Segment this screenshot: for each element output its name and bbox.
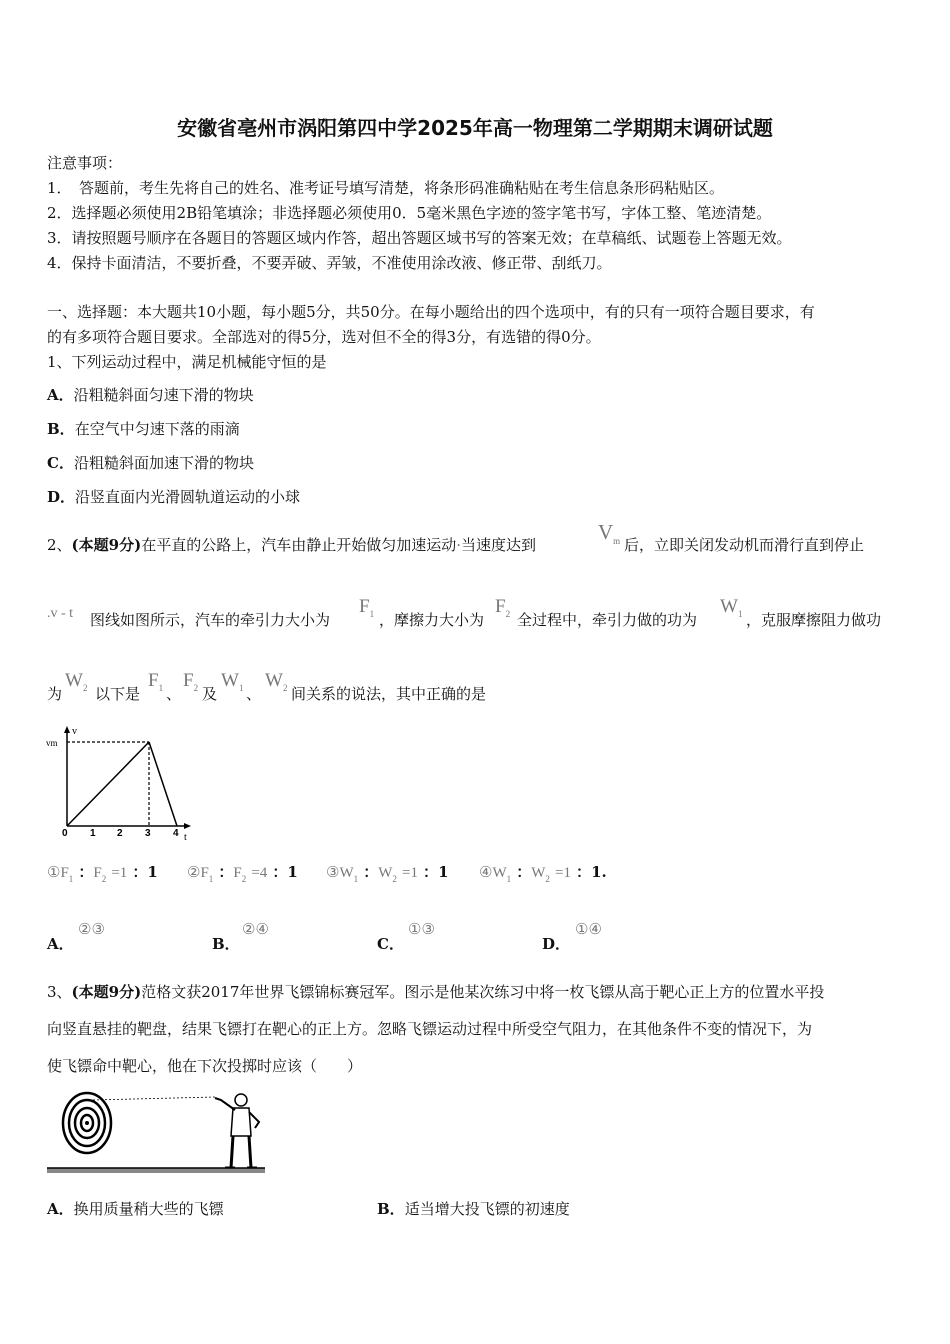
q2-sep: 、 bbox=[246, 685, 262, 703]
notice-heading: 注意事项： bbox=[47, 154, 123, 172]
q3-number: 3、 bbox=[47, 983, 72, 1001]
q2-score: (本题9分) bbox=[71, 536, 142, 554]
q2-text: 为 bbox=[47, 685, 63, 703]
thrower-arm bbox=[215, 1098, 235, 1110]
tick-label: 3 bbox=[145, 828, 151, 839]
option-text: ②③ bbox=[78, 922, 105, 938]
q2-text: 全过程中，牵引力做的功为 bbox=[517, 611, 698, 629]
vt-graph bbox=[42, 722, 202, 848]
option-letter: B． bbox=[377, 1200, 405, 1218]
dart-throw-illustration bbox=[45, 1088, 267, 1176]
option-letter: A． bbox=[47, 935, 74, 953]
y-axis-label: v bbox=[72, 726, 77, 737]
q2-text: 间关系的说法，其中正确的是 bbox=[291, 685, 487, 703]
notice-item: 1． 答题前，考生先将自己的姓名、准考证号填写清楚，将条形码准确粘贴在考生信息条形码粘贴区。 bbox=[47, 179, 725, 197]
q2-text: 当速度达到 bbox=[460, 536, 536, 554]
option-letter: B． bbox=[47, 420, 75, 438]
q2-line-1 bbox=[47, 534, 536, 555]
section-intro-line: 一、选择题：本大题共10小题，每小题5分，共50分。在每小题给出的四个选项中，有的只有一项符合题目要求，有 bbox=[47, 303, 815, 321]
w1-symbol: $W_1$ bbox=[221, 670, 244, 693]
vm-symbol: $V_m$ bbox=[598, 520, 621, 546]
f2-symbol: $F_2$ bbox=[495, 596, 511, 619]
q3-option-a bbox=[47, 1198, 224, 1219]
statement-4: $④W_1$ ：$W_2 =1$ ：1. bbox=[479, 863, 607, 884]
q1-option-b bbox=[47, 418, 240, 439]
q2-dot: · bbox=[456, 536, 461, 554]
q2-line-1-end: 后，立即关闭发动机而滑行直到停止 bbox=[624, 536, 865, 554]
q3-line-1 bbox=[47, 981, 824, 1002]
sight-line bbox=[93, 1097, 215, 1100]
x-axis-label: t bbox=[184, 832, 187, 843]
q2-text: 以下是 bbox=[95, 685, 141, 703]
option-text: 适当增大投飞镖的初速度 bbox=[404, 1200, 570, 1218]
option-letter: D． bbox=[47, 488, 76, 506]
option-text: 换用质量稍大些的飞镖 bbox=[73, 1200, 224, 1218]
option-letter: C． bbox=[47, 454, 74, 472]
option-letter: C． bbox=[377, 935, 404, 953]
notice-item: 4．保持卡面清洁，不要折叠，不要弄破、弄皱，不准使用涂改液、修正带、刮纸刀。 bbox=[47, 254, 612, 272]
section-intro-line: 的有多项符合题目要求。全部选对的得5分，选对但不全的得3分，有选错的得0分。 bbox=[47, 328, 601, 346]
q2-text: 图线如图所示，汽车的牵引力大小为 bbox=[90, 611, 331, 629]
option-letter: B． bbox=[212, 935, 240, 953]
option-text: ①④ bbox=[575, 922, 602, 938]
option-letter: A． bbox=[47, 386, 74, 404]
f1-symbol: $F_1$ bbox=[359, 596, 375, 619]
vm-label: vm bbox=[46, 738, 58, 748]
tick-label: 2 bbox=[117, 828, 123, 839]
tick-label: 1 bbox=[90, 828, 96, 839]
f2-symbol: $F_2$ bbox=[183, 670, 199, 693]
option-text: 沿竖直面内光滑圆轨道运动的小球 bbox=[75, 488, 301, 506]
thrower-legs bbox=[231, 1136, 251, 1168]
notice-item: 3．请按照题号顺序在各题目的答题区域内作答，超出答题区域书写的答案无效；在草稿纸、试题卷上答题无效。 bbox=[47, 229, 792, 247]
q2-number: 2、 bbox=[47, 536, 72, 554]
q1-option-c bbox=[47, 452, 254, 473]
statement-3: $③W_1$ ：$W_2 =1$ ：1 bbox=[326, 863, 449, 884]
f1-symbol: $F_1$ bbox=[148, 670, 164, 693]
thrower-body bbox=[231, 1108, 251, 1136]
statement-2: $②F_1$ ：$F_2 =4$ ：1 bbox=[187, 863, 298, 884]
w2-symbol: $W_2$ bbox=[265, 670, 288, 693]
q3-line-3: 使飞镖命中靶心，他在下次投掷时应该（ ） bbox=[47, 1057, 363, 1075]
q2-and: 及 bbox=[202, 685, 218, 703]
q3-score: (本题9分) bbox=[71, 983, 142, 1001]
notice-item: 2．选择题必须使用2B铅笔填涂；非选择题必须使用0．5毫米黑色字迹的签字笔书写，字体工整、笔迹清楚。 bbox=[47, 204, 772, 222]
statement-1: $①F_1$ ：$F_2 =1$ ：1 bbox=[47, 863, 158, 884]
option-letter: D． bbox=[542, 935, 571, 953]
q2-text: 在平直的公路上，汽车由静止开始做匀加速运动 bbox=[141, 536, 457, 554]
bullseye bbox=[85, 1121, 89, 1125]
q1-option-a bbox=[47, 384, 254, 405]
w1-symbol: $W_1$ bbox=[720, 596, 743, 619]
q2-text: ，摩擦力大小为 bbox=[379, 611, 485, 629]
q3-text: 范格文获2017年世界飞镖锦标赛冠军。图示是他某次练习中将一枚飞镖从高于靶心正上方的位置水平投 bbox=[141, 983, 825, 1001]
q2-sep: 、 bbox=[166, 685, 182, 703]
option-text: ①③ bbox=[408, 922, 435, 938]
q2-text: ，克服摩擦阻力做功 bbox=[746, 611, 882, 629]
vt-symbol: .v - t bbox=[47, 606, 74, 621]
q1-stem: 1、下列运动过程中，满足机械能守恒的是 bbox=[47, 353, 327, 371]
q3-line-2: 向竖直悬挂的靶盘，结果飞镖打在靶心的正上方。忽略飞镖运动过程中所受空气阻力，在其他条件不变的情况下，为 bbox=[47, 1020, 813, 1038]
thrower-head bbox=[235, 1094, 247, 1106]
option-text: ②④ bbox=[242, 922, 269, 938]
option-text: 在空气中匀速下落的雨滴 bbox=[74, 420, 240, 438]
tick-label: 0 bbox=[62, 828, 68, 839]
q1-option-d bbox=[47, 486, 300, 507]
option-text: 沿粗糙斜面加速下滑的物块 bbox=[73, 454, 254, 472]
q3-option-b bbox=[377, 1198, 570, 1219]
w2-symbol: $W_2$ bbox=[65, 670, 88, 693]
tick-label: 4 bbox=[173, 828, 179, 839]
option-letter: A． bbox=[47, 1200, 74, 1218]
option-text: 沿粗糙斜面匀速下滑的物块 bbox=[73, 386, 254, 404]
page-title: 安徽省亳州市涡阳第四中学2025年高一物理第二学期期末调研试题 bbox=[177, 116, 773, 140]
